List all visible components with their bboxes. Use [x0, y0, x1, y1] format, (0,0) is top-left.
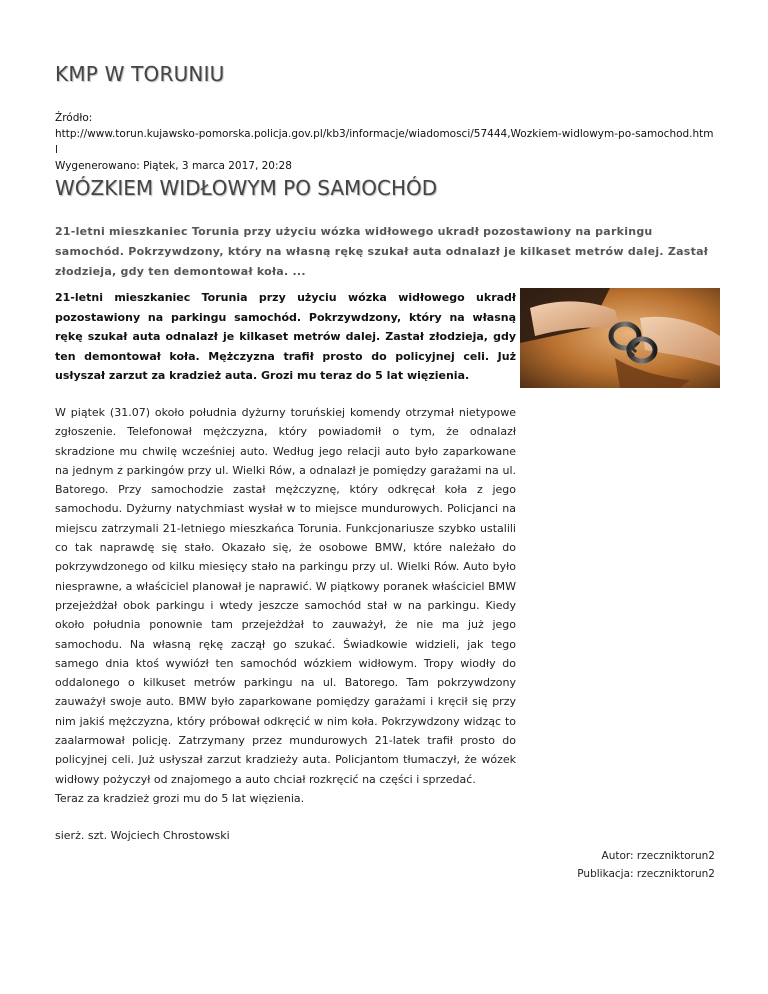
article-summary: 21-letni mieszkaniec Torunia przy użyciu wózka widłowego ukradł pozostawiony na parkingu samochód. Pokrzywdzony, który na własną rękę szukał auta odnalazł je kilkaset metrów dalej. Zastał złodzieja, gdy ten demontował koła. ...: [55, 225, 709, 278]
handcuffed-hands-photo: [520, 288, 720, 388]
article-meta: [577, 847, 715, 883]
article-body-text: W piątek (31.07) około południa dyżurny toruńskiej komendy otrzymał nietypowe zgłoszenie. Telefonował mężczyzna, który powiadomił o tym, że odnalazł skradzione mu chwilę wcześniej auto. Według jego relacji auto było zaparkowane na jednym z parkingów przy ul. Wielki Rów, a odnalazł je pomiędzy garażami na ul. Batorego. Przy samochodzie zastał mężczyznę, który odkręcał koła z jego samochodu. Dyżurny natychmiast wysłał w to miejsce mundurowych. Policjanci na miejscu zatrzymali 21-letniego mieszkańca Torunia. Funkcjonariusze szybko ustalili co tak naprawdę się stało. Okazało się, że osobowe BMW, które należało do pokrzywdzonego od kilku miesięcy stało na parkingu przy ul. Wielki Rów. Auto było niesprawne, a właściciel planował je naprawić. W piątkowy poranek właściciel BMW przejeżdżał obok parkingu i wtedy jeszcze samochód stał w na parkingu. Kiedy około południa ponownie tam przejeżdżał to zauważył, że nie ma już jego samochodu. Na własną rękę zaczął go szukać. Świadkowie widzieli, jak tego samego dnia ktoś wywiózł ten samochód wózkiem widłowym. Tropy wiodły do oddalonego o kilkuset metrów parkingu na ul. Batorego. Tam pokrzywdzony zauważył swoje auto. BMW było zaparkowane pomiędzy garażami i kręcił się przy nim jakiś mężczyzna, który próbował odkręcić w nim koła. Pokrzywdzony widząc to zaalarmował policję. Zatrzymany przez mundurowych 21-latek trafił prosto do policyjnej celi. Już usłyszał zarzut kradzieży auta. Policjantom tłumaczył, że wózek widłowy pożyczył od znajomego a auto chciał rozkręcić na części i sprzedać.: [55, 406, 516, 786]
article-lead: 21-letni mieszkaniec Torunia przy użyciu wózka widłowego ukradł pozostawiony na parkingu samochód. Pokrzywdzony, który na własną rękę szukał auta odnalazł je kilkaset metrów dalej. Zastał złodzieja, gdy ten demontował koła. Mężczyzna trafił prosto do policyjnej celi. Już usłyszał zarzut za kradzież auta. Grozi mu teraz do 5 lat więzienia.: [55, 291, 516, 382]
source-label: Źródło:: [55, 112, 93, 124]
article-photo: [520, 288, 720, 388]
source-url[interactable]: http://www.torun.kujawsko-pomorska.policja.gov.pl/kb3/informacje/wiadomosci/57444,Wozkiem-widlowym-po-samochod.html: [55, 128, 714, 156]
author-line: Autor: rzeczniktorun2: [601, 850, 715, 862]
article-closing: Teraz za kradzież grozi mu do 5 lat więzienia.: [55, 791, 305, 805]
generated-timestamp: Wygenerowano: Piątek, 3 marca 2017, 20:28: [55, 160, 292, 172]
article-signature: sierż. szt. Wojciech Chrostowski: [55, 829, 230, 842]
source-block: [55, 110, 715, 174]
article-title: WÓZKIEM WIDŁOWYM PO SAMOCHÓD: [55, 176, 438, 200]
article-body: [55, 403, 516, 808]
site-title: KMP W TORUNIU: [55, 62, 225, 86]
publication-line: Publikacja: rzeczniktorun2: [577, 868, 715, 880]
